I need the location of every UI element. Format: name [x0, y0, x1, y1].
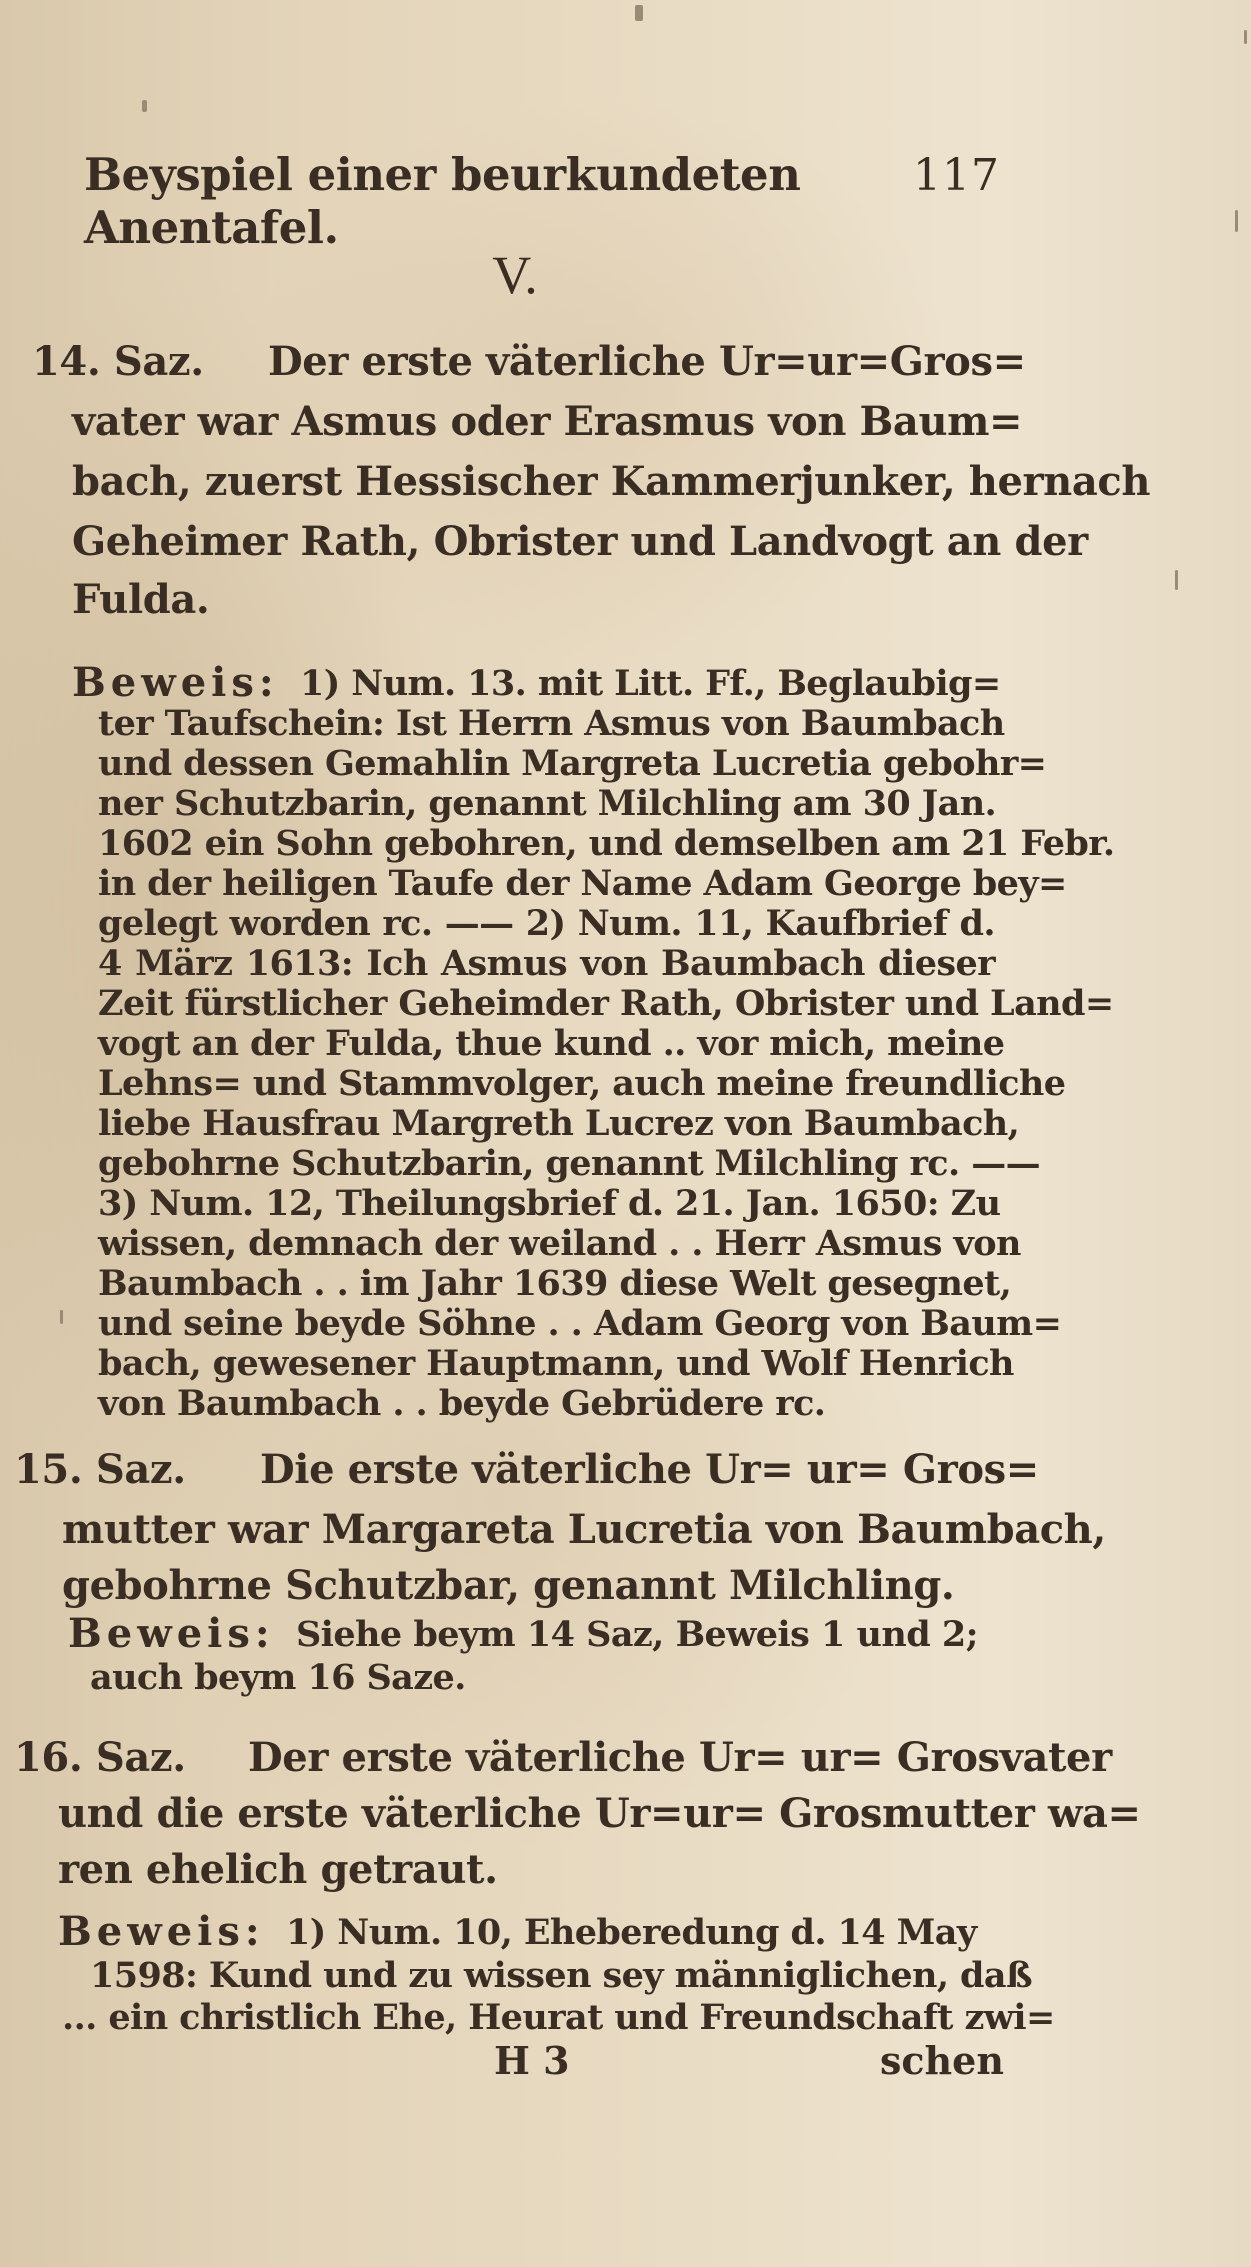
statement-line: Der erste väterliche Ur= ur= Grosvater [248, 1734, 1112, 1781]
paper-speck [635, 5, 643, 21]
proof-line: 1) Num. 10, Eheberedung d. 14 May [286, 1912, 977, 1953]
statement-line: Fulda. [72, 576, 210, 623]
proof-line: liebe Hausfrau Margreth Lucrez von Baumbach, [98, 1103, 1020, 1144]
paper-speck [60, 1310, 63, 1324]
proof-line: ... ein christlich Ehe, Heurat und Freundschaft zwi= [62, 1997, 1055, 2038]
proof-line: in der heiligen Taufe der Name Adam George bey= [98, 863, 1067, 904]
proof-line: von Baumbach . . beyde Gebrüdere rc. [98, 1383, 826, 1424]
statement-line: und die erste väterliche Ur=ur= Grosmutter wa= [58, 1790, 1141, 1837]
proof-line: ter Taufschein: Ist Herrn Asmus von Baumbach [98, 703, 1005, 744]
proof-line: Zeit fürstlicher Geheimder Rath, Obrister und Land= [98, 983, 1114, 1024]
proof-label: Beweis: [72, 659, 279, 706]
statement-line: Der erste väterliche Ur=ur=Gros= [268, 338, 1026, 385]
proof-line: gelegt worden rc. —— 2) Num. 11, Kaufbrief d. [98, 903, 995, 944]
paper-speck [1235, 210, 1238, 232]
statement-line: gebohrne Schutzbar, genannt Milchling. [62, 1562, 955, 1609]
running-head [84, 148, 1000, 254]
proof-line: 3) Num. 12, Theilungsbrief d. 21. Jan. 1650: Zu [98, 1183, 1001, 1224]
proof-line: Baumbach . . im Jahr 1639 diese Welt gesegnet, [98, 1263, 1012, 1304]
proof-line: Siehe beym 14 Saz, Beweis 1 und 2; [296, 1614, 978, 1655]
proof-line: 1602 ein Sohn gebohren, und demselben am 21 Febr. [98, 823, 1115, 864]
proof-line: vogt an der Fulda, thue kund .. vor mich, meine [98, 1023, 1005, 1064]
proof-line: ner Schutzbarin, genannt Milchling am 30 Jan. [98, 783, 997, 824]
proof-line: und dessen Gemahlin Margreta Lucretia gebohr= [98, 743, 1047, 784]
running-head-title: Beyspiel einer beurkundeten Anentafel. [84, 148, 801, 254]
statement-line: bach, zuerst Hessischer Kammerjunker, hernach [72, 458, 1151, 505]
statement-line: Die erste väterliche Ur= ur= Gros= [260, 1446, 1039, 1493]
proof-line: 1) Num. 13. mit Litt. Ff., Beglaubig= [300, 663, 1001, 704]
proof-line: bach, gewesener Hauptmann, und Wolf Henrich [98, 1343, 1014, 1384]
paper-speck [1244, 30, 1247, 44]
proof-label: Beweis: [58, 1908, 265, 1955]
catchword: schen [880, 2038, 1004, 2083]
section-numeral: V. [492, 245, 538, 305]
section-number: 16. Saz. [14, 1734, 186, 1781]
statement-line: ren ehelich getraut. [58, 1846, 498, 1893]
section-number: 15. Saz. [14, 1446, 186, 1493]
proof-line: 4 März 1613: Ich Asmus von Baumbach dieser [98, 943, 995, 984]
statement-line: Geheimer Rath, Obrister und Landvogt an der [72, 518, 1088, 565]
section-number: 14. Saz. [32, 338, 204, 385]
proof-line: wissen, demnach der weiland . . Herr Asmus von [98, 1223, 1021, 1264]
proof-line: auch beym 16 Saze. [90, 1657, 466, 1698]
statement-line: vater war Asmus oder Erasmus von Baum= [72, 398, 1023, 445]
paper-speck [1175, 570, 1178, 590]
paper-speck [142, 100, 147, 112]
proof-line: Lehns= und Stammvolger, auch meine freundliche [98, 1063, 1066, 1104]
proof-label: Beweis: [68, 1610, 275, 1657]
proof-line: und seine beyde Söhne . . Adam Georg von Baum= [98, 1303, 1062, 1344]
page-number: 117 [913, 150, 1000, 201]
proof-line: 1598: Kund und zu wissen sey männiglichen, daß [90, 1955, 1032, 1996]
signature-mark: H 3 [494, 2038, 570, 2083]
proof-line: gebohrne Schutzbarin, genannt Milchling rc. —— [98, 1143, 1040, 1184]
statement-line: mutter war Margareta Lucretia von Baumbach, [62, 1506, 1106, 1553]
